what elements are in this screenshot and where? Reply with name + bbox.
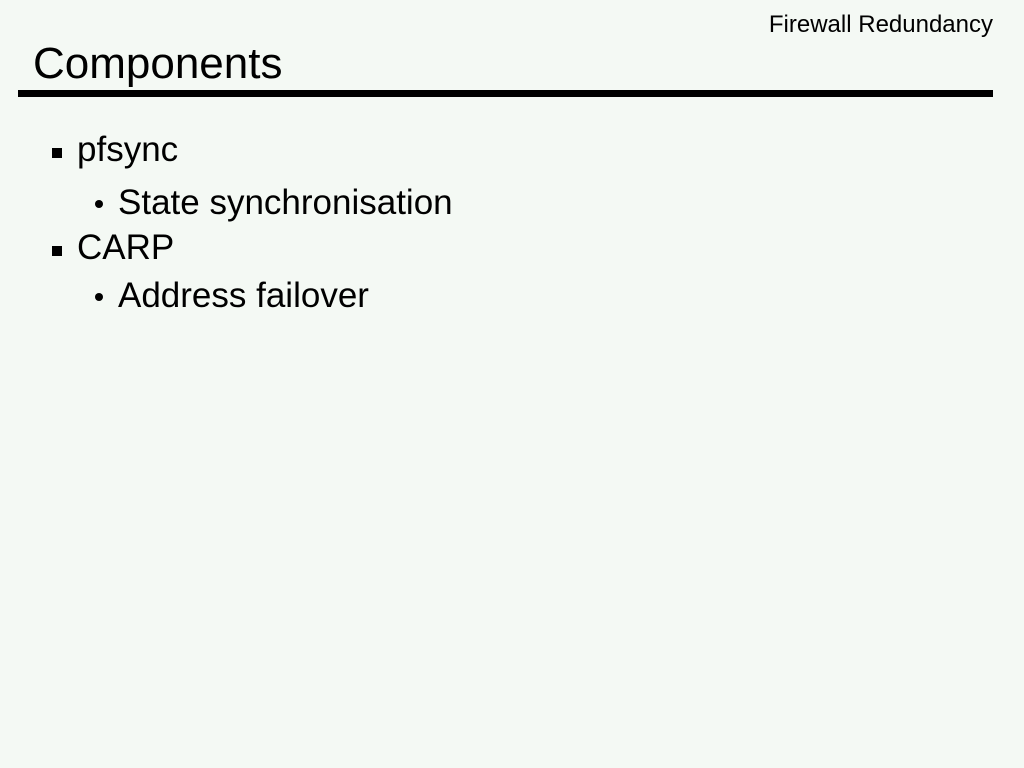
list-item	[0, 272, 1024, 320]
list-item	[0, 224, 1024, 272]
title-underline-rule	[18, 90, 993, 97]
bullet-text: Address failover	[118, 276, 369, 315]
disc-bullet-icon	[95, 293, 103, 301]
square-bullet-icon	[52, 246, 62, 256]
bullet-text: pfsync	[77, 130, 179, 169]
bullet-text: State synchronisation	[118, 183, 453, 222]
bullet-text: CARP	[77, 228, 175, 267]
list-item	[0, 126, 1024, 174]
list-item	[0, 179, 1024, 227]
slide-title: Components	[33, 39, 283, 88]
slide-header-label: Firewall Redundancy	[768, 11, 993, 38]
disc-bullet-icon	[95, 200, 103, 208]
square-bullet-icon	[52, 148, 62, 158]
